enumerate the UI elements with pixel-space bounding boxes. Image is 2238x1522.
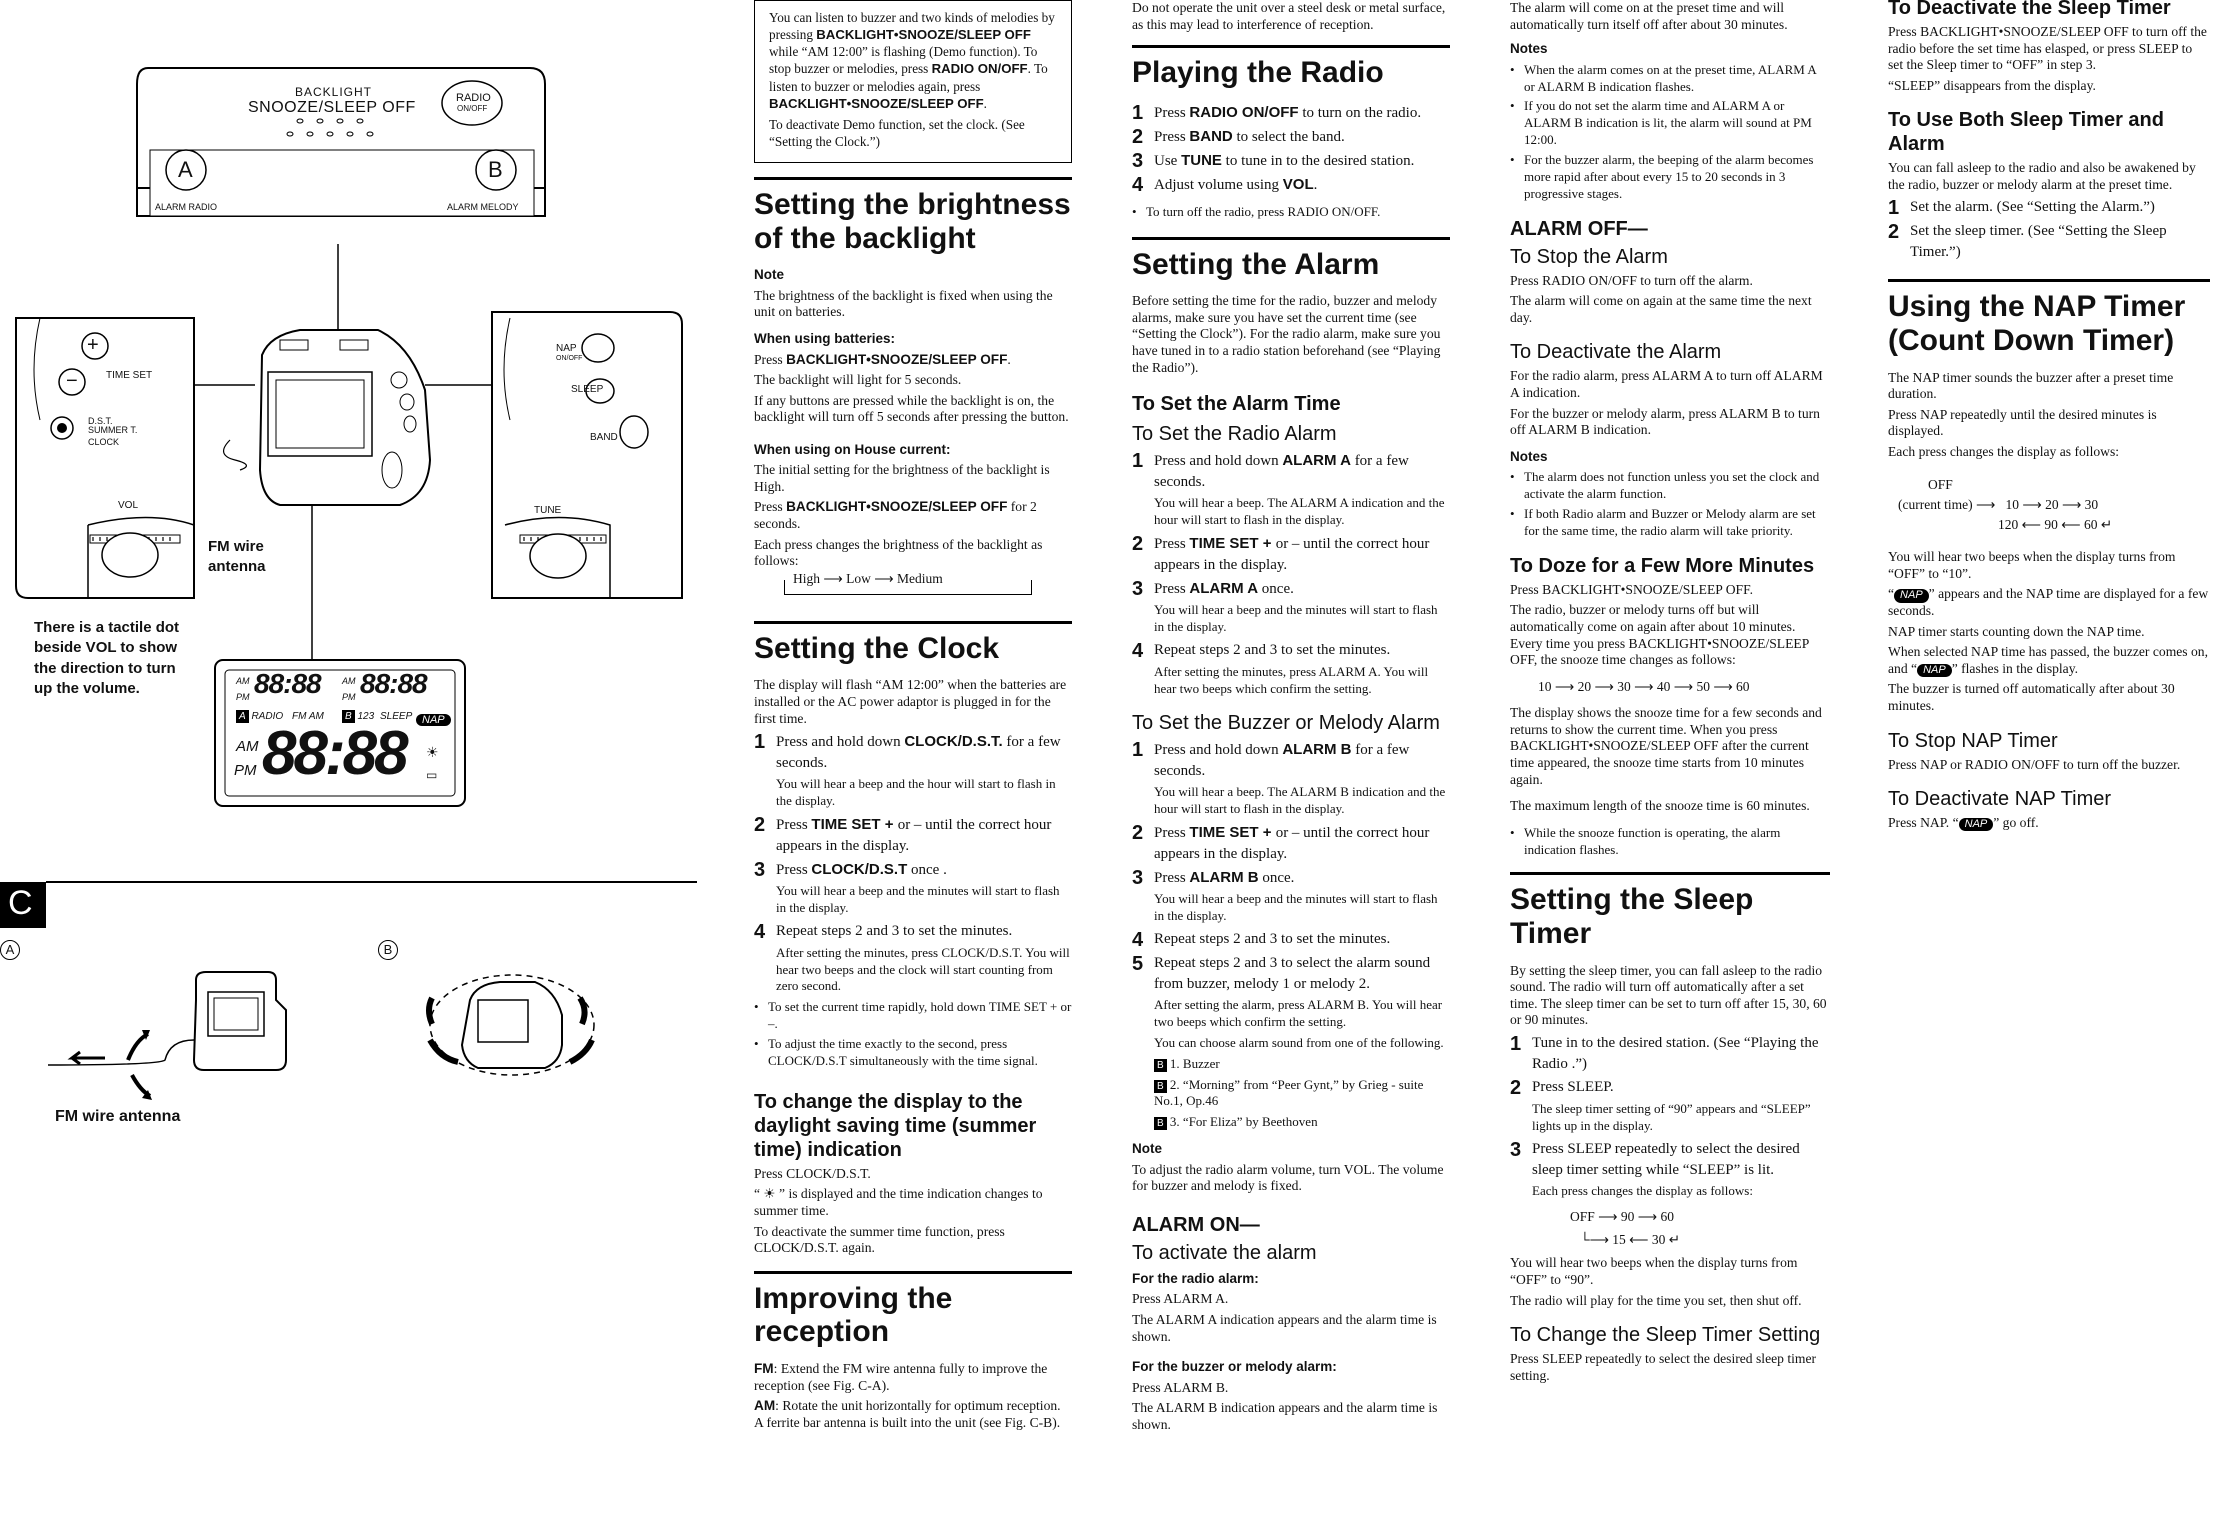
sleep-step-3: 3 Press SLEEP repeatedly to select the desired sleep timer setting while “SLEEP” is lit.: [1510, 1138, 1800, 1178]
column-4: [1888, 0, 2210, 836]
nap-p6: NAP timer starts counting down the NAP time.: [1888, 623, 2145, 639]
snooze-flow: 10 ⟶ 20 ⟶ 30 ⟶ 40 ⟶ 50 ⟶ 60: [1538, 678, 1750, 694]
both-step-1: 1 Set the alarm. (See “Setting the Alarm.”): [1888, 197, 2155, 220]
deact-sleep-p1: Press BACKLIGHT•SNOOZE/SLEEP OFF to turn off the radio before the set time has elasped, or press SLEEP to set the Sleep timer to “OFF” in step 3.: [1888, 24, 2207, 73]
lcd-sleep: SLEEP: [380, 711, 413, 722]
fig-b-drawing: [429, 975, 594, 1075]
label-dst: D.S.T.: [88, 416, 113, 426]
note-3: • For the buzzer alarm, the beeping of the alarm becomes more rapid after about every 15 to 20 seconds in 3 progressive stages.: [1510, 152, 1814, 201]
sound-1: B 1. Buzzer: [1154, 1056, 1450, 1073]
label-tune: TUNE: [534, 505, 562, 516]
device-diagram: [0, 0, 700, 1130]
bz-step-3-sub: You will hear a beep and the minutes will start to flash in the display.: [1154, 891, 1438, 924]
change-p: Press SLEEP repeatedly to select the desired sleep timer setting.: [1510, 1351, 1817, 1383]
lcd-am-2: AM: [342, 676, 356, 686]
sleep-intro: By setting the sleep timer, you can fall asleep to the radio sound. The radio will turn off automatically after a set time. The sleep timer can be set to turn off after 15, 30, 60 or 90 minutes.: [1510, 962, 1827, 1028]
lcd-pm: PM: [236, 692, 250, 702]
clock-step-2: 2 Press TIME SET + or – until the correct hour appears in the display.: [754, 813, 1052, 854]
heading-dst: To change the display to the daylight saving time (summer time) indication: [754, 1090, 1037, 1161]
doze-bullet: • While the snooze function is operating, the alarm indication flashes.: [1510, 824, 1781, 857]
doze-p2: The radio, buzzer or melody turns off but will automatically come on again after about 10 minutes. Every time you press BACKLIGHT•SNOOZE/SLEEP OFF, the snooze time changes as follows:: [1510, 602, 1809, 668]
heading-set-radio-alarm: To Set the Radio Alarm: [1132, 423, 1337, 446]
lcd-digits-big: 88:88: [262, 719, 406, 788]
nap-p7: When selected NAP time has passed, the buzzer comes on, and “ NAP ” flashes in the display.: [1888, 644, 2208, 676]
sleep-p2: The radio will play for the time you set, then shut off.: [1510, 1292, 1802, 1308]
doze-p1: Press BACKLIGHT•SNOOZE/SLEEP OFF.: [1510, 581, 1753, 597]
left-panel: [16, 318, 194, 598]
label-sleep: SLEEP: [571, 384, 604, 395]
heading-stop-nap: To Stop NAP Timer: [1888, 729, 2058, 752]
deact-p2: For the buzzer or melody alarm, press ALARM B to turn off ALARM B indication.: [1510, 405, 1820, 438]
label-radio-onoff: ON/OFF: [457, 104, 488, 113]
col3-top-paragraph: The alarm will come on at the preset time and will automatically turn itself off after about 30 minutes.: [1510, 0, 1788, 32]
reception-am: AM: Rotate the unit horizontally for optimum reception. A ferrite bar antenna is built into the unit (see Fig. C-B).: [754, 1398, 1061, 1430]
bz-step-1: 1 Press and hold down ALARM B for a few seconds.: [1132, 739, 1410, 780]
label-nap: NAP: [556, 343, 577, 354]
nap-p4: You will hear two beeps when the display turns from “OFF” to “10”.: [1888, 549, 2176, 581]
doze-p3: The display shows the snooze time for a few seconds and returns to show the current time. When you press BACKLIGHT•SNOOZE/SLEEP OFF after the current time appeared, the snooze time starts from 10 minutes again.: [1510, 705, 1822, 787]
heading-deactivate-nap: To Deactivate NAP Timer: [1888, 788, 2112, 811]
house-p2: Press BACKLIGHT•SNOOZE/SLEEP OFF for 2 seconds.: [754, 499, 1037, 532]
button-a[interactable]: A: [178, 157, 193, 182]
stop-p2: The alarm will come on again at the same time the next day.: [1510, 293, 1812, 325]
label-alarm-radio: ALARM RADIO: [155, 202, 218, 212]
clock-bullet-1: • To set the current time rapidly, hold down TIME SET + or –.: [754, 999, 1072, 1032]
bz-step-4: 4 Repeat steps 2 and 3 to set the minutes.: [1132, 929, 1391, 952]
choose-sound: You can choose alarm sound from one of the following.: [1154, 1034, 1444, 1050]
heading-sleep-timer: Setting the Sleep Timer: [1510, 872, 1830, 950]
battery-icon: ▭: [426, 768, 438, 782]
press-alarm-a: Press ALARM A.: [1132, 1291, 1229, 1307]
clock-steps: [754, 731, 1072, 995]
label-clock: CLOCK: [88, 437, 120, 447]
when-house: When using on House current:: [754, 441, 951, 457]
lcd-nums: B 123: [342, 710, 374, 723]
heading-set-alarm-time: To Set the Alarm Time: [1132, 393, 1341, 416]
dst-p1: Press CLOCK/D.S.T.: [754, 1165, 871, 1181]
heading-clock: Setting the Clock: [754, 621, 1072, 666]
notes-label: Notes: [1510, 41, 1548, 57]
label-snooze: SNOOZE/SLEEP OFF: [248, 99, 416, 116]
ra-step-3: 3 Press ALARM A once.: [1132, 577, 1294, 600]
heading-set-buzzer: To Set the Buzzer or Melody Alarm: [1132, 712, 1440, 735]
tactile-note: There is a tactile dot beside VOL to show the direction to turn up the volume.: [34, 619, 180, 697]
heading-alarm: Setting the Alarm: [1132, 237, 1450, 282]
house-p3: Each press changes the brightness of the backlight as follows:: [754, 536, 1043, 569]
heading-reception: Improving the reception: [754, 1271, 1072, 1349]
deact-p1: For the radio alarm, press ALARM A to turn off ALARM A indication.: [1510, 368, 1823, 401]
batt-p1: Press BACKLIGHT•SNOOZE/SLEEP OFF.: [754, 351, 1011, 367]
lcd-digits-small-1: 88:88: [254, 668, 321, 699]
sleep-step-3-sub: Each press changes the display as follows:: [1532, 1182, 1753, 1198]
note-label: Note: [754, 267, 784, 283]
clock-step-4-sub: After setting the minutes, press CLOCK/D.S.T. You will hear two beeps and the clock will start counting from zero second.: [776, 944, 1070, 994]
sound-2: B 2. “Morning” from “Peer Gynt,” by Grieg - suite No.1, Op.46: [1154, 1076, 1424, 1109]
lcd-pm-2: PM: [342, 692, 356, 702]
clock-intro: The display will flash “AM 12:00” when the batteries are installed or the AC power adaptor is plugged in for the first time.: [754, 677, 1067, 726]
heading-activate: To activate the alarm: [1132, 1241, 1317, 1264]
clock-step-1: 1 Press and hold down CLOCK/D.S.T. for a few seconds.: [754, 731, 1061, 772]
radio-step-2: 2 Press BAND to select the band.: [1132, 125, 1345, 148]
sleep-step-1: 1 Tune in to the desired station. (See “Playing the Radio .”): [1510, 1032, 1819, 1072]
nap-flow: OFF (current time) ⟶ 10 ⟶ 20 ⟶ 30 120 ⟵ 90 ⟵ 60 ↵: [1898, 476, 2113, 533]
radio-step-4: 4 Adjust volume using VOL.: [1132, 173, 1318, 196]
col2-top-paragraph: Do not operate the unit over a steel desk or metal surface, as this may lead to interference of reception.: [1132, 0, 1446, 32]
lcd-fm-am: FM AM: [292, 711, 324, 722]
for-buzzer-alarm: For the buzzer or melody alarm:: [1132, 1359, 1337, 1375]
sound-3: B 3. “For Eliza” by Beethoven: [1154, 1114, 1450, 1131]
press-alarm-b: Press ALARM B.: [1132, 1379, 1229, 1395]
demo-note-box: [754, 0, 1072, 163]
sleep-step-2: 2 Press SLEEP.: [1510, 1076, 1614, 1099]
dst-p3: To deactivate the summer time function, press CLOCK/D.S.T. again.: [754, 1223, 1005, 1256]
lcd-radio: A RADIO: [236, 710, 283, 723]
label-alarm-melody: ALARM MELODY: [447, 202, 519, 212]
both-p: You can fall asleep to the radio and also be awakened by the radio, buzzer or melody alarm at the preset time.: [1888, 160, 2196, 192]
buzzer-alarm-shown: The ALARM B indication appears and the alarm time is shown.: [1132, 1400, 1438, 1432]
lcd-digits-small-2: 88:88: [360, 668, 427, 699]
nap-p8: The buzzer is turned off automatically after about 30 minutes.: [1888, 681, 2175, 713]
heading-radio: Playing the Radio: [1132, 45, 1450, 90]
heading-deactivate-sleep: To Deactivate the Sleep Timer: [1888, 0, 2171, 19]
figure-area: [0, 0, 700, 1522]
fig-a-label: A: [0, 940, 20, 960]
section-c-label: C: [8, 884, 33, 922]
column-3: [1510, 0, 1830, 1388]
ra-step-3-sub: You will hear a beep and the minutes will start to flash in the display.: [1154, 601, 1438, 634]
batt-p2: The backlight will light for 5 seconds.: [754, 372, 962, 388]
sleep-step-2-sub: The sleep timer setting of “90” appears and “SLEEP” lights up in the display.: [1532, 1100, 1811, 1133]
ra-step-2: 2 Press TIME SET + or – until the correct hour appears in the display.: [1132, 532, 1430, 573]
plus-icon[interactable]: +: [87, 334, 99, 356]
clock-bullet-2: • To adjust the time exactly to the second, press CLOCK/D.S.T simultaneously with the time signal.: [754, 1036, 1038, 1069]
minus-icon[interactable]: −: [66, 370, 78, 392]
stop-nap-p: Press NAP or RADIO ON/OFF to turn off the buzzer.: [1888, 756, 2181, 772]
label-band: BAND: [590, 432, 618, 443]
bz-step-2: 2 Press TIME SET + or – until the correct hour appears in the display.: [1132, 822, 1430, 863]
label-backlight: BACKLIGHT: [295, 85, 373, 99]
note-paragraph: To adjust the radio alarm volume, turn VOL. The volume for buzzer and melody is fixed.: [1132, 1161, 1444, 1194]
for-radio-alarm: For the radio alarm:: [1132, 1270, 1259, 1286]
bright-note: The brightness of the backlight is fixed when using the unit on batteries.: [754, 287, 1053, 320]
lcd-nap: NAP: [416, 710, 451, 728]
clock-step-3-sub: You will hear a beep and the minutes will start to flash in the display.: [776, 882, 1060, 915]
column-1: [754, 0, 1072, 1435]
clock-radio-device: [224, 330, 430, 505]
nap-p1: The NAP timer sounds the buzzer after a preset time duration.: [1888, 369, 2174, 402]
note-4: • The alarm does not function unless you set the clock and activate the alarm function.: [1510, 469, 1820, 502]
right-panel: [492, 312, 682, 598]
fig-b-label: B: [378, 940, 398, 960]
alarm-intro: Before setting the time for the radio, buzzer and melody alarms, make sure you have set the current time (see “Setting the Clock”). For the radio alarm, make sure you have tuned in to a radio station beforehand (see “Playing the Radio”).: [1132, 293, 1441, 375]
lcd-pm-big: PM: [234, 762, 257, 779]
heading-deactivate-alarm: To Deactivate the Alarm: [1510, 341, 1722, 364]
label-time-set: TIME SET: [106, 370, 153, 381]
ra-step-4-sub: After setting the minutes, press ALARM A. You will hear two beeps which confirm the setting.: [1154, 663, 1429, 696]
sleep-flow: OFF ⟶ 90 ⟶ 60 └⟶ 15 ⟵ 30 ↵: [1570, 1208, 1681, 1247]
heading-alarm-off: ALARM OFF—: [1510, 217, 1648, 240]
when-batteries: When using batteries:: [754, 331, 896, 347]
note-label-2: Note: [1132, 1141, 1162, 1157]
nap-p2: Press NAP repeatedly until the desired minutes is displayed.: [1888, 406, 2157, 439]
label-summer: SUMMER T.: [88, 425, 138, 435]
heading-nap-timer: Using the NAP Timer (Count Down Timer): [1888, 279, 2210, 357]
radio-bullet: • To turn off the radio, press RADIO ON/OFF.: [1132, 203, 1381, 219]
reception-fm: FM: Extend the FM wire antenna fully to improve the reception (see Fig. C-A).: [754, 1360, 1048, 1393]
lcd-am-big: AM: [236, 738, 259, 755]
ra-step-1-sub: You will hear a beep. The ALARM A indication and the hour will start to flash in the display.: [1154, 495, 1445, 528]
label-vol: VOL: [118, 500, 139, 511]
ra-step-4: 4 Repeat steps 2 and 3 to set the minutes.: [1132, 639, 1391, 662]
heading-doze: To Doze for a Few More Minutes: [1510, 554, 1815, 577]
note-5: • If both Radio alarm and Buzzer or Melody alarm are set for the same time, the radio alarm will take priority.: [1510, 506, 1816, 538]
heading-both: To Use Both Sleep Timer and Alarm: [1888, 109, 2164, 156]
note-1: • When the alarm comes on at the preset time, ALARM A or ALARM B indication flashes.: [1510, 61, 1817, 94]
column-2: [1132, 0, 1450, 1437]
doze-p4: The maximum length of the snooze time is 60 minutes.: [1510, 798, 1810, 814]
lcd-am: AM: [236, 676, 250, 686]
bz-step-1-sub: You will hear a beep. The ALARM B indication and the hour will start to flash in the display.: [1154, 784, 1446, 817]
nap-p5: “ NAP ” appears and the NAP time are displayed for a few seconds.: [1888, 586, 2209, 619]
heading-stop-alarm: To Stop the Alarm: [1510, 245, 1668, 268]
heading-change-sleep: To Change the Sleep Timer Setting: [1510, 1324, 1821, 1347]
heading-brightness: Setting the brightness of the backlight: [754, 177, 1072, 255]
heading-alarm-on: ALARM ON—: [1132, 1213, 1260, 1236]
dst-p2: “ ☀ ” is displayed and the time indication changes to summer time.: [754, 1186, 1043, 1219]
deact-nap-p: Press NAP. “ NAP ” go off.: [1888, 815, 2039, 831]
bz-step-5-sub: After setting the alarm, press ALARM B. You will hear two beeps which confirm the setting.: [1154, 997, 1443, 1029]
label-fm-antenna-2: FM wire antenna: [55, 1108, 181, 1125]
nap-p3: Each press changes the display as follows:: [1888, 443, 2120, 459]
label-fm-antenna: FM wire antenna: [208, 538, 266, 575]
fig-a-drawing: [48, 972, 286, 1100]
ra-step-1: 1 Press and hold down ALARM A for a few seconds.: [1132, 450, 1409, 491]
clock-step-4: 4 Repeat steps 2 and 3 to set the minutes.: [754, 920, 1013, 943]
demo-paragraph-1: You can listen to buzzer and two kinds of melodies by pressing BACKLIGHT•SNOOZE/SLEEP OFF while “AM 12:00” is flashing (Demo function). To stop buzzer or melodies, press RADIO ON/OFF. To listen to buzzer or melodies again, press BACKLIGHT•SNOOZE/SLEEP OFF.: [769, 10, 1055, 111]
radio-step-1: 1 Press RADIO ON/OFF to turn on the radio.: [1132, 101, 1422, 124]
both-step-2: 2 Set the sleep timer. (See “Setting the Sleep Timer.”): [1888, 221, 2167, 261]
clock-step-1-sub: You will hear a beep and the hour will start to flash in the display.: [776, 776, 1056, 808]
demo-paragraph-2: To deactivate Demo function, set the clock. (See “Setting the Clock.”): [769, 116, 1025, 150]
stop-p1: Press RADIO ON/OFF to turn off the alarm.: [1510, 272, 1753, 288]
radio-step-3: 3 Use TUNE to tune in to the desired station.: [1132, 149, 1415, 172]
bz-step-5: 5 Repeat steps 2 and 3 to select the alarm sound from buzzer, melody 1 or melody 2.: [1132, 953, 1431, 993]
button-b[interactable]: B: [488, 157, 503, 182]
sun-icon: ☀: [426, 744, 439, 760]
brightness-flow: High ⟶ Low ⟶ Medium: [784, 580, 1032, 595]
house-p1: The initial setting for the brightness of the backlight is High.: [754, 462, 1050, 494]
bz-step-3: 3 Press ALARM B once.: [1132, 867, 1295, 890]
notes-label-2: Notes: [1510, 448, 1548, 464]
sleep-p1: You will hear two beeps when the display turns from “OFF” to “90”.: [1510, 1255, 1798, 1288]
label-radio: RADIO: [456, 92, 491, 104]
note-2: • If you do not set the alarm time and ALARM A or ALARM B indication is lit, the alarm will sound at PM 12:00.: [1510, 98, 1812, 148]
deact-sleep-p2: “SLEEP” disappears from the display.: [1888, 77, 2096, 93]
radio-alarm-shown: The ALARM A indication appears and the alarm time is shown.: [1132, 1311, 1437, 1344]
clock-step-3: 3 Press CLOCK/D.S.T once .: [754, 858, 947, 881]
label-nap-onoff: ON/OFF: [556, 355, 583, 362]
batt-p3: If any buttons are pressed while the backlight is on, the backlight will turn off 5 seconds after pressing the button.: [754, 392, 1069, 425]
